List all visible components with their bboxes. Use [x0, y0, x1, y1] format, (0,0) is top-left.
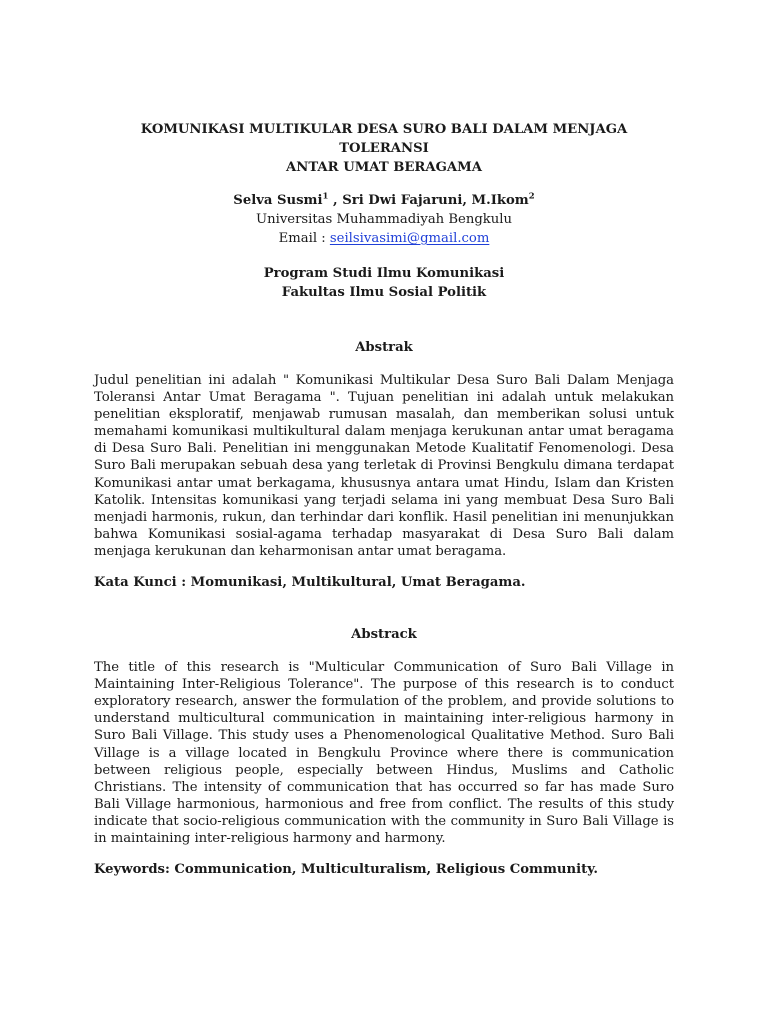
- author-names: [94, 191, 674, 210]
- author-2-name: Sri Dwi Fajaruni, M.Ikom: [342, 193, 529, 208]
- affiliation: Universitas Muhammadiyah Bengkulu: [256, 212, 512, 227]
- email-line: [94, 229, 674, 248]
- paper-title-line-1: KOMUNIKASI MULTIKULAR DESA SURO BALI DALAM MENJAGA TOLERANSI: [140, 122, 628, 156]
- abstrack-body: The title of this research is "Multicular Communication of Suro Bali Village in Maintaining Inter-Religious Tolerance". The purpose of this research is to conduct exploratory research, answer the formulation of the problem, and provide solutions to understand multicultural communication in maintaining inter-religious harmony in Suro Bali Village. This study uses a Phenomenological Qualitative Method. Suro Bali Village is a village located in Bengkulu Province where there is communication between religious people, especially between Hindus, Muslims and Catholic Christians. The intensity of communication that has occurred so far has made Suro Bali Village harmonious, harmonious and free from conflict. The results of this study indicate that socio-religious communication with the community in Suro Bali Village is in maintaining inter-religious harmony and harmony.: [94, 660, 674, 846]
- author-1-sup: 1: [322, 191, 329, 202]
- document-page: [94, 120, 674, 879]
- abstrak-body: Judul penelitian ini adalah " Komunikasi Multikular Desa Suro Bali Dalam Menjaga Toleransi Antar Umat Beragama ". Tujuan penelitian ini adalah untuk melakukan penelitian eksploratif, menjawab rumusan masalah, dan memberikan solusi untuk memahami komunikasi multikultural dalam menjaga kerukunan antar umat beragama di Desa Suro Bali. Penelitian ini menggunakan Metode Kualitatif Fenomenologi. Desa Suro Bali merupakan sebuah desa yang terletak di Provinsi Bengkulu dimana terdapat Komunikasi antar umat berkagama, khususnya antara umat Hindu, Islam dan Kristen Katolik. Intensitas komunikasi yang terjadi selama ini yang membuat Desa Suro Bali menjadi harmonis, rukun, dan terhindar dari konflik. Hasil penelitian ini menunjukkan bahwa Komunikasi sosial-agama terhadap masyarakat di Desa Suro Bali dalam menjaga kerukunan dan keharmonisan antar umat beragama.: [94, 373, 674, 559]
- keywords-english: Keywords: Communication, Multiculturalism, Religious Community.: [94, 862, 598, 878]
- email-label: Email :: [278, 231, 330, 246]
- program-study: Program Studi Ilmu Komunikasi: [263, 266, 505, 281]
- email-link[interactable]: seilsivasimi@gmail.com: [329, 231, 490, 246]
- author-2-sup: 2: [528, 191, 535, 202]
- paper-title-line-2: ANTAR UMAT BERAGAMA: [286, 160, 482, 175]
- program-block: [94, 264, 674, 302]
- abstrack-heading: Abstrack: [351, 627, 417, 643]
- author-block: [94, 191, 674, 248]
- kata-kunci: Kata Kunci : Momunikasi, Multikultural, Umat Beragama.: [94, 575, 526, 591]
- faculty: Fakultas Ilmu Sosial Politik: [281, 285, 487, 300]
- abstrak-heading: Abstrak: [355, 340, 413, 355]
- author-1-name: Selva Susmi: [233, 193, 323, 208]
- paper-title: [94, 120, 674, 177]
- author-separator: ,: [328, 193, 343, 208]
